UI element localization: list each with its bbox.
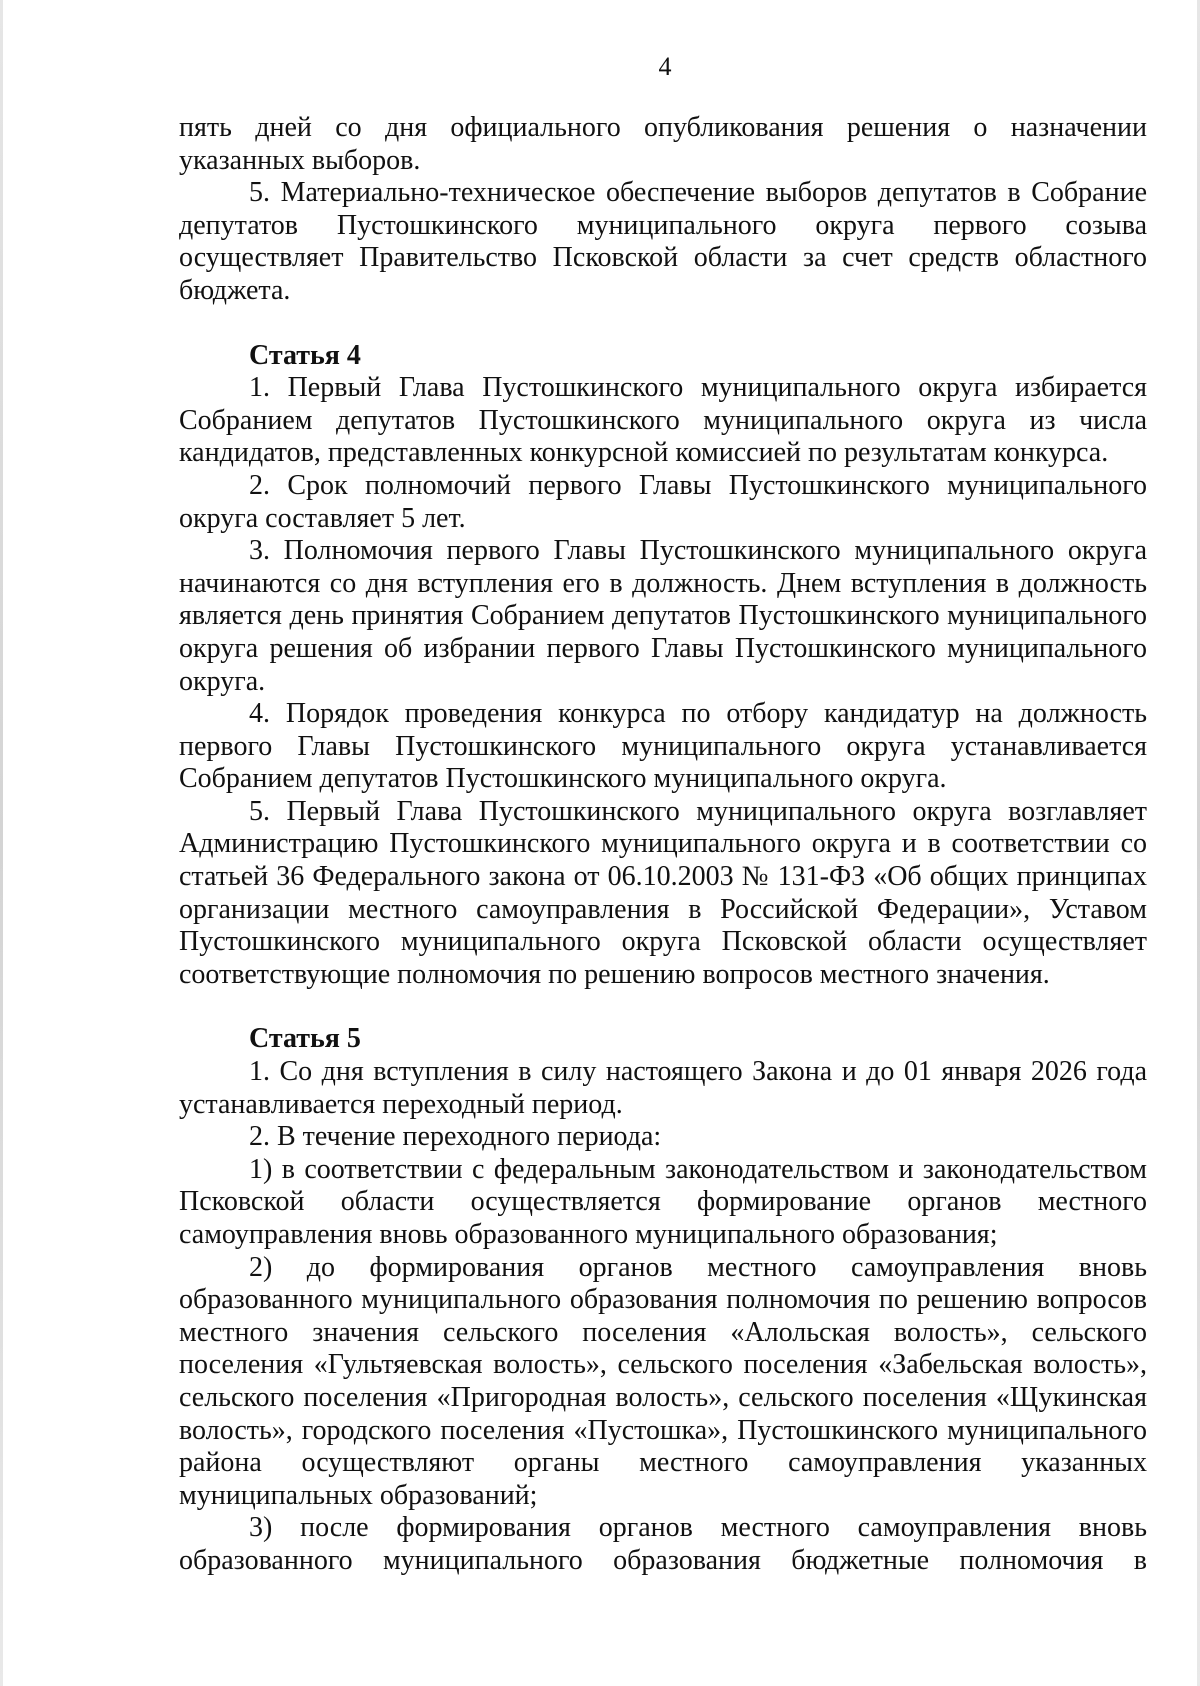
article-3-item-5: 5. Материально-техническое обеспечение выборов депутатов в Собрание депутатов Пустошкинского муниципального округа первого созыва осуществляет Правительство Псковской области за счет средств областного бюджета. xyxy=(179,177,1147,306)
article-5-subitem-2: 2) до формирования органов местного самоуправления вновь образованного муниципального образования полномочия по решению вопросов местного значения сельского поселения «Алольская волость», сельского поселения «Гультяевская волость», сельского поселения «Забельская волость», сельского поселения «Пригородная волость», сельского поселения «Щукинская волость», городского поселения «Пустошка», Пустошкинского муниципального района осуществляют органы местного самоуправления указанных муниципальных образований; xyxy=(179,1251,1147,1511)
article-4-item-5: 5. Первый Глава Пустошкинского муниципального округа возглавляет Администрацию Пустошкинского муниципального округа и в соответствии со статьей 36 Федерального закона от 06.10.2003 № 131-ФЗ «Об общих принципах организации местного самоуправления в Российской Федерации», Уставом Пустошкинского муниципального округа Псковской области осуществляет соответствующие полномочия по решению вопросов местного значения. xyxy=(179,795,1147,990)
article-5-item-2: 2. В течение переходного периода: xyxy=(249,1121,662,1153)
document-body xyxy=(179,112,1147,1578)
article-4-item-4: 4. Порядок проведения конкурса по отбору кандидатур на должность первого Главы Пустошкинского муниципального округа устанавливается Собранием депутатов Пустошкинского муниципального округа. xyxy=(179,698,1147,795)
article-4-item-3: 3. Полномочия первого Главы Пустошкинского муниципального округа начинаются со дня вступления его в должность. Днем вступления в должность является день принятия Собранием депутатов Пустошкинского муниципального округа решения об избрании первого Главы Пустошкинского муниципального округа. xyxy=(179,535,1147,697)
scan-edge-left xyxy=(0,0,3,1686)
page-number: 4 xyxy=(658,52,672,81)
article-5-heading: Статья 5 xyxy=(249,1023,361,1055)
article-5-subitem-3: 3) после формирования органов местного самоуправления вновь образованного муниципального образования бюджетные полномочия в xyxy=(179,1512,1147,1576)
article-5-item-1: 1. Со дня вступления в силу настоящего Закона и до 01 января 2026 года устанавливается переходный период. xyxy=(179,1056,1147,1120)
article-4-heading: Статья 4 xyxy=(249,339,361,371)
article-4-item-1: 1. Первый Глава Пустошкинского муниципального округа избирается Собранием депутатов Пустошкинского муниципального округа из числа кандидатов, представленных конкурсной комиссией по результатам конкурса. xyxy=(179,372,1147,469)
article-5-subitem-1: 1) в соответствии с федеральным законодательством и законодательством Псковской области осуществляется формирование органов местного самоуправления вновь образованного муниципального образования; xyxy=(179,1153,1147,1250)
continued-paragraph: пять дней со дня официального опубликования решения о назначении указанных выборов. xyxy=(179,112,1147,176)
article-4-item-2: 2. Срок полномочий первого Главы Пустошкинского муниципального округа составляет 5 лет. xyxy=(179,469,1147,534)
